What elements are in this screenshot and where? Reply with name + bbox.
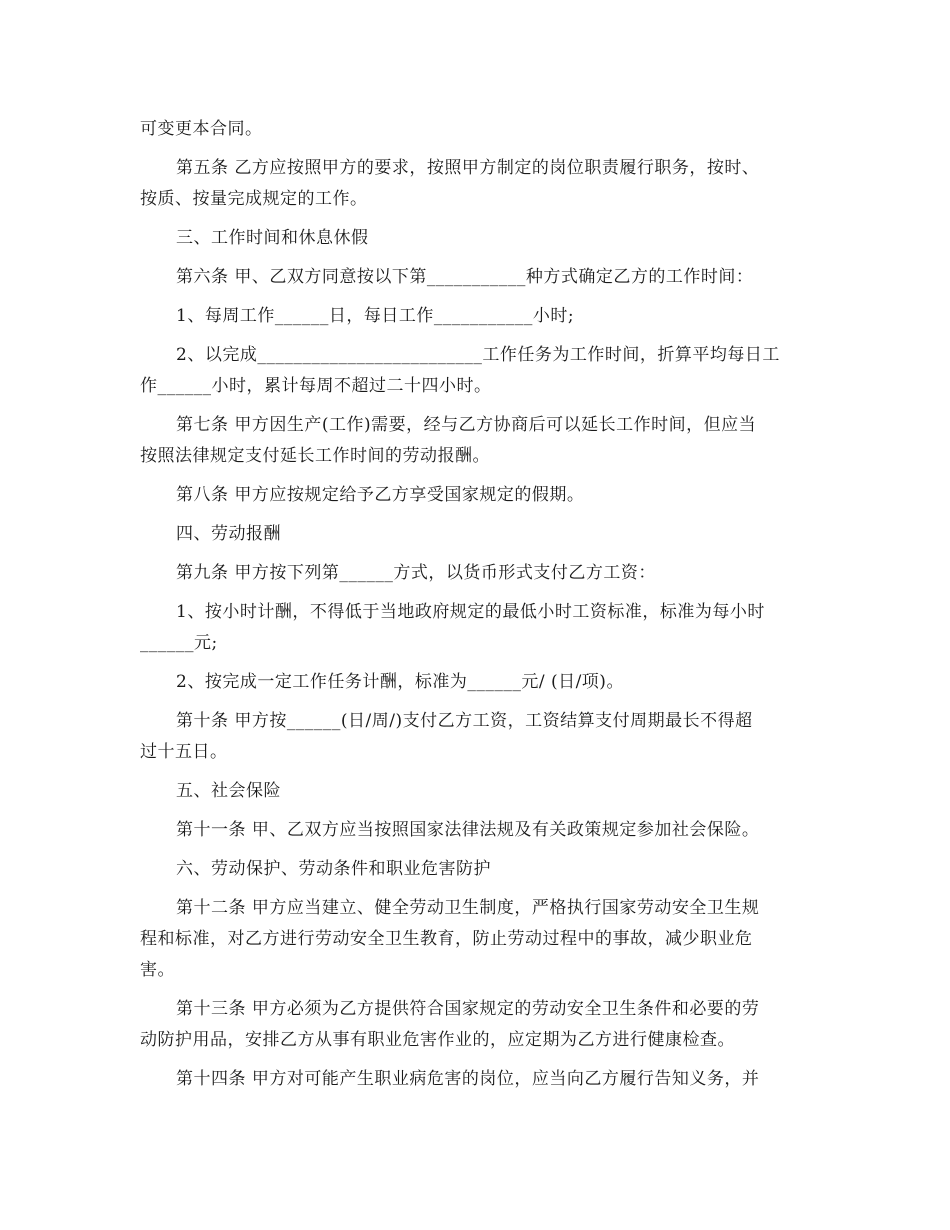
document-body [140, 114, 800, 1103]
paragraph [140, 706, 800, 768]
paragraph-line: 第八条 甲方应按规定给予乙方享受国家规定的假期。 [176, 485, 585, 505]
paragraph-line: 六、劳动保护、劳动条件和职业危害防护 [176, 859, 491, 879]
paragraph-line: 按质、按量完成规定的工作。 [140, 189, 368, 209]
paragraph-line: 第十二条 甲方应当建立、健全劳动卫生制度，严格执行国家劳动安全卫生规 [176, 898, 760, 918]
paragraph [140, 815, 800, 846]
paragraph [140, 340, 800, 402]
paragraph-line: 1、按小时计酬，不得低于当地政府规定的最低小时工资标准，标准为每小时 [176, 602, 765, 622]
paragraph [140, 519, 800, 550]
paragraph-line: 第十条 甲方按______(日/周/)支付乙方工资，工资结算支付周期最长不得超 [176, 711, 753, 731]
paragraph [140, 480, 800, 511]
paragraph [140, 597, 800, 659]
paragraph-line: 2、以完成_________________________工作任务为工作时间，折算平均每日工 [176, 345, 780, 365]
paragraph [140, 262, 800, 293]
paragraph-line: 1、每周工作______日，每日工作___________小时; [176, 306, 575, 326]
paragraph-line: 按照法律规定支付延长工作时间的劳动报酬。 [140, 446, 490, 466]
paragraph-line: 过十五日。 [140, 742, 228, 762]
paragraph [140, 410, 800, 472]
paragraph [140, 114, 800, 145]
paragraph-line: 四、劳动报酬 [176, 524, 281, 544]
paragraph-line: 第十一条 甲、乙双方应当按照国家法律法规及有关政策规定参加社会保险。 [176, 820, 760, 840]
paragraph-line: 可变更本合同。 [140, 119, 263, 139]
paragraph [140, 994, 800, 1056]
paragraph [140, 1064, 800, 1095]
paragraph-line: 程和标准，对乙方进行劳动安全卫生教育，防止劳动过程中的事故，减少职业危 [140, 929, 753, 949]
paragraph-line: 第五条 乙方应按照甲方的要求，按照甲方制定的岗位职责履行职务，按时、 [176, 158, 760, 178]
paragraph [140, 223, 800, 254]
paragraph-line: 第十四条 甲方对可能产生职业病危害的岗位，应当向乙方履行告知义务，并 [176, 1069, 760, 1089]
paragraph-line: 作______小时，累计每周不超过二十四小时。 [140, 376, 492, 396]
paragraph [140, 893, 800, 986]
paragraph [140, 854, 800, 885]
paragraph-line: 五、社会保险 [176, 781, 281, 801]
paragraph-line: 害。 [140, 960, 175, 980]
paragraph-line: ______元; [140, 633, 218, 653]
paragraph [140, 667, 800, 698]
paragraph-line: 第九条 甲方按下列第______方式，以货币形式支付乙方工资： [176, 563, 656, 583]
paragraph-line: 第十三条 甲方必须为乙方提供符合国家规定的劳动安全卫生条件和必要的劳 [176, 999, 760, 1019]
paragraph-line: 三、工作时间和休息休假 [176, 228, 369, 248]
paragraph-line: 2、按完成一定工作任务计酬，标准为______元/ (日/项)。 [176, 672, 624, 692]
paragraph [140, 558, 800, 589]
paragraph-line: 第六条 甲、乙双方同意按以下第___________种方式确定乙方的工作时间： [176, 267, 754, 287]
paragraph [140, 153, 800, 215]
paragraph-line: 第七条 甲方因生产(工作)需要，经与乙方协商后可以延长工作时间，但应当 [176, 415, 757, 435]
paragraph [140, 776, 800, 807]
paragraph [140, 301, 800, 332]
paragraph-line: 动防护用品，安排乙方从事有职业危害作业的，应定期为乙方进行健康检查。 [140, 1030, 735, 1050]
